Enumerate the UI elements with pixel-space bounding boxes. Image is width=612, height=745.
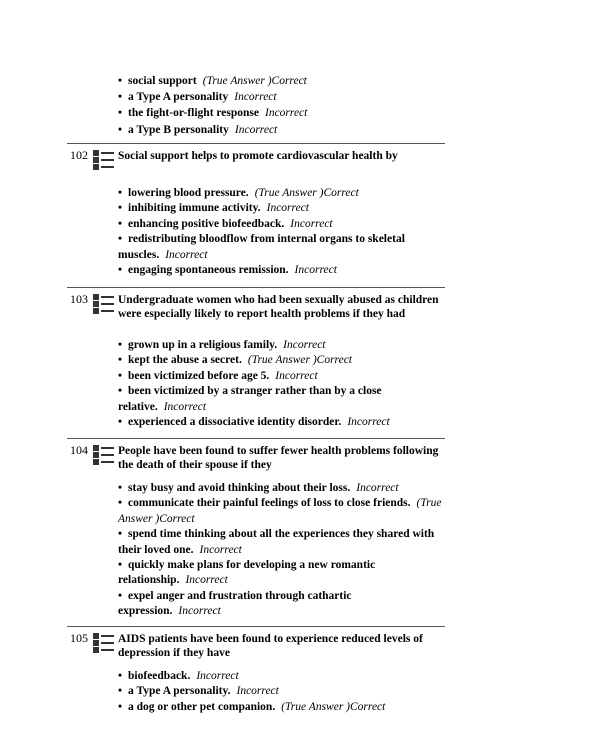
bullet-icon: •	[118, 685, 123, 698]
bullet-icon: •	[118, 187, 123, 199]
multiple-choice-icon	[93, 633, 115, 653]
bullet-icon: •	[118, 339, 123, 351]
answer-result: Incorrect	[165, 248, 208, 261]
answer-option: • inhibiting immune activity. Incorrect	[118, 202, 309, 215]
answer-result: Incorrect	[265, 107, 308, 120]
answer-options	[118, 186, 448, 278]
bullet-icon: •	[118, 233, 123, 246]
bullet-icon: •	[118, 202, 123, 215]
answer-result: (True Answer )Correct	[281, 700, 386, 713]
answer-result: Incorrect	[266, 202, 309, 215]
answer-option: • social support (True Answer )Correct	[118, 75, 307, 87]
question-number: 104	[70, 443, 88, 457]
answer-options	[118, 481, 448, 620]
answer-option: • experienced a dissociative identity disorder. Incorrect	[118, 416, 390, 429]
bullet-icon: •	[118, 369, 123, 382]
answer-option: • spend time thinking about all the experiences they shared with their loved one. Incorrect	[118, 528, 435, 556]
answer-option: • kept the abuse a secret. (True Answer )Correct	[118, 354, 352, 367]
answer-result: Incorrect	[234, 123, 278, 136]
bullet-icon: •	[118, 559, 123, 572]
answer-option: • a dog or other pet companion. (True Answer )Correct	[118, 700, 386, 713]
bullet-icon: •	[118, 700, 123, 713]
answer-options	[118, 338, 448, 430]
answer-option: • communicate their painful feelings of loss to close friends. (True Answer )Correct	[118, 497, 442, 525]
answer-option: • lowering blood pressure. (True Answer )Correct	[118, 187, 359, 199]
answer-option: • a Type B personality Incorrect	[118, 123, 278, 136]
question-number: 103	[70, 292, 88, 306]
answer-option: • grown up in a religious family. Incorrect	[118, 339, 326, 351]
answer-result: Incorrect	[234, 91, 277, 104]
divider	[67, 438, 445, 439]
answer-option: • a Type A personality Incorrect	[118, 91, 277, 104]
bullet-icon: •	[118, 107, 123, 120]
divider	[67, 626, 445, 627]
bullet-icon: •	[118, 217, 123, 230]
answer-result: Incorrect	[347, 416, 390, 429]
answer-option: • quickly make plans for developing a new romantic relationship. Incorrect	[118, 559, 376, 587]
answer-result: (True Answer )Correct	[118, 497, 442, 525]
answer-result: Incorrect	[163, 400, 207, 413]
question-text: Social support helps to promote cardiovascular health by	[118, 150, 398, 162]
multiple-choice-icon	[93, 150, 115, 170]
answer-result: Incorrect	[185, 574, 228, 587]
question-number: 102	[70, 148, 88, 162]
answer-option: • engaging spontaneous remission. Incorrect	[118, 264, 337, 277]
answer-result: Incorrect	[178, 605, 221, 618]
answer-option: • biofeedback. Incorrect	[118, 670, 239, 682]
answer-option: • a Type A personality. Incorrect	[118, 685, 279, 698]
question-number: 105	[70, 631, 88, 645]
bullet-icon: •	[118, 91, 123, 104]
answer-result: (True Answer )Correct	[247, 354, 352, 367]
divider	[67, 287, 445, 288]
answer-result: (True Answer )Correct	[202, 75, 307, 87]
bullet-icon: •	[118, 416, 123, 429]
answer-result: Incorrect	[199, 543, 242, 556]
continued-options	[118, 73, 448, 138]
answer-result: Incorrect	[356, 482, 399, 494]
bullet-icon: •	[118, 670, 123, 682]
answer-option: • expel anger and frustration through cathartic expression. Incorrect	[118, 589, 352, 618]
answer-result: Incorrect	[196, 670, 239, 682]
answer-result: Incorrect	[283, 339, 326, 351]
answer-result: (True Answer )Correct	[254, 187, 359, 199]
bullet-icon: •	[118, 528, 123, 541]
bullet-icon: •	[118, 75, 123, 87]
bullet-icon: •	[118, 497, 123, 510]
question-text: Undergraduate women who had been sexually abused as children were especially likely to report health problems if they had	[118, 294, 439, 321]
divider	[67, 143, 445, 144]
multiple-choice-icon	[93, 445, 115, 465]
answer-option: • enhancing positive biofeedback. Incorrect	[118, 217, 333, 230]
answer-option: • been victimized by a stranger rather than by a close relative. Incorrect	[118, 385, 382, 413]
answer-option: • stay busy and avoid thinking about their loss. Incorrect	[118, 482, 399, 494]
question-text: People have been found to suffer fewer health problems following the death of their spouse if they	[118, 445, 439, 472]
question-text: AIDS patients have been found to experience reduced levels of depression if they have	[118, 633, 423, 660]
answer-option: • redistributing bloodflow from internal organs to skeletal muscles. Incorrect	[118, 233, 405, 261]
answer-option: • been victimized before age 5. Incorrect	[118, 369, 318, 382]
answer-options	[118, 669, 448, 715]
bullet-icon: •	[118, 482, 123, 494]
bullet-icon: •	[118, 123, 123, 136]
answer-result: Incorrect	[275, 369, 318, 382]
bullet-icon: •	[118, 385, 123, 398]
bullet-icon: •	[118, 354, 123, 367]
answer-option: • the fight-or-flight response Incorrect	[118, 107, 308, 120]
multiple-choice-icon	[93, 294, 115, 314]
answer-result: Incorrect	[236, 685, 279, 698]
answer-result: Incorrect	[290, 217, 333, 230]
answer-result: Incorrect	[294, 264, 337, 277]
bullet-icon: •	[118, 589, 123, 602]
bullet-icon: •	[118, 264, 123, 277]
